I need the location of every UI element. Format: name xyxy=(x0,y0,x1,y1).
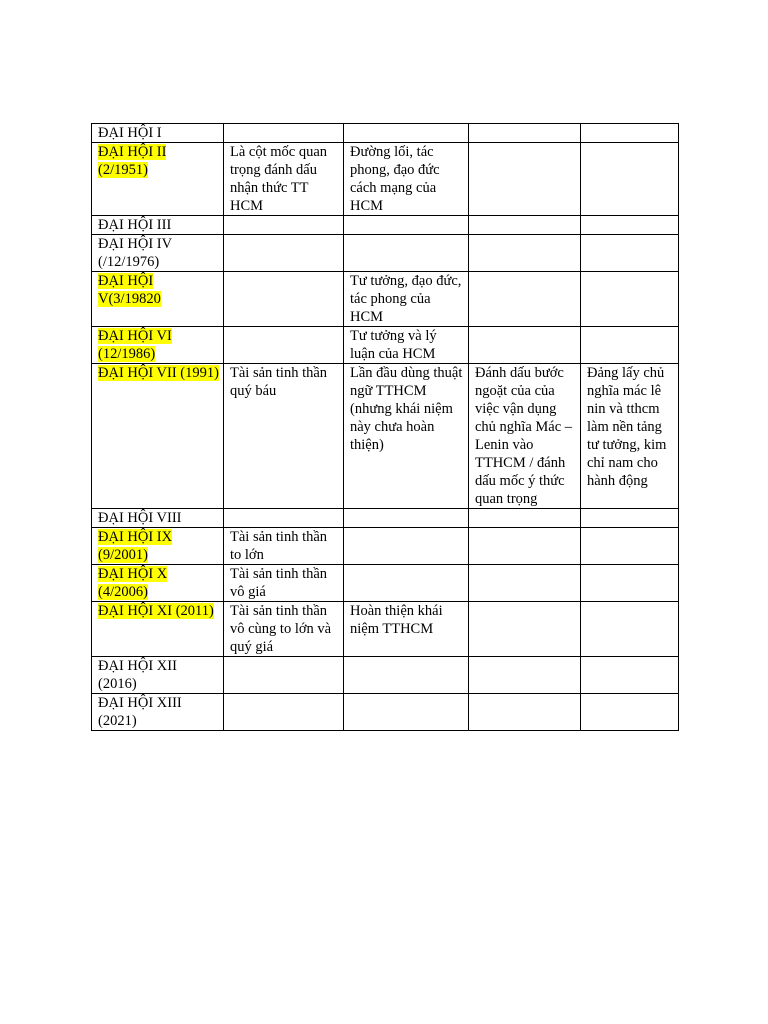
table-cell: Là cột mốc quan trọng đánh dấu nhận thức TT HCM xyxy=(224,143,344,216)
table-row xyxy=(92,327,679,364)
table-cell xyxy=(581,143,679,216)
table-cell xyxy=(469,124,581,143)
table-cell xyxy=(469,509,581,528)
congress-name: ĐẠI HỘI VI (12/1986) xyxy=(98,328,172,362)
congress-name-cell xyxy=(92,565,224,602)
table-cell xyxy=(224,124,344,143)
table-row xyxy=(92,528,679,565)
congress-name: ĐẠI HỘI V(3/19820 xyxy=(98,273,161,307)
table-cell xyxy=(224,694,344,731)
congress-name-cell xyxy=(92,327,224,364)
table-row xyxy=(92,694,679,731)
table-cell xyxy=(581,272,679,327)
congress-name: ĐẠI HỘI XIII (2021) xyxy=(98,695,182,729)
table-cell xyxy=(581,657,679,694)
table-cell: Tài sản tinh thần to lớn xyxy=(224,528,344,565)
table-cell xyxy=(581,216,679,235)
table-cell: Lần đầu dùng thuật ngữ TTHCM (nhưng khái niệm này chưa hoàn thiện) xyxy=(344,364,469,509)
table-cell: Đảng lấy chủ nghĩa mác lê nin và tthcm làm nền tảng tư tưởng, kim chỉ nam cho hành động xyxy=(581,364,679,509)
table-cell: Tài sản tinh thần vô giá xyxy=(224,565,344,602)
table-row xyxy=(92,124,679,143)
table-cell xyxy=(344,528,469,565)
congress-name-cell xyxy=(92,124,224,143)
table-cell: Tư tưởng, đạo đức, tác phong của HCM xyxy=(344,272,469,327)
table-cell: Hoàn thiện khái niệm TTHCM xyxy=(344,602,469,657)
table-cell xyxy=(581,528,679,565)
congress-name-cell xyxy=(92,694,224,731)
congress-name-cell xyxy=(92,657,224,694)
table-cell xyxy=(581,694,679,731)
congress-name: ĐẠI HỘI XI (2011) xyxy=(98,603,214,619)
table-cell xyxy=(469,565,581,602)
table-cell: Tài sản tinh thần vô cùng to lớn và quý giá xyxy=(224,602,344,657)
table-cell: Tài sản tinh thần quý báu xyxy=(224,364,344,509)
table-cell xyxy=(224,657,344,694)
table-cell xyxy=(581,124,679,143)
congress-name: ĐẠI HỘI IV (/12/1976) xyxy=(98,236,172,270)
table-cell xyxy=(224,509,344,528)
table-row xyxy=(92,602,679,657)
congress-name-cell xyxy=(92,272,224,327)
table-cell xyxy=(344,124,469,143)
table-cell xyxy=(469,327,581,364)
table-cell: Tư tưởng và lý luận của HCM xyxy=(344,327,469,364)
table-cell xyxy=(469,602,581,657)
table-cell xyxy=(469,235,581,272)
table-cell xyxy=(469,528,581,565)
table-cell xyxy=(581,509,679,528)
table-row xyxy=(92,272,679,327)
congress-name: ĐẠI HỘI VII (1991) xyxy=(98,365,219,381)
table-cell xyxy=(344,694,469,731)
table-cell xyxy=(224,272,344,327)
table-cell: Đánh dấu bước ngoặt của của việc vận dụng chủ nghĩa Mác – Lenin vào TTHCM / đánh dấu mốc ý thức quan trọng xyxy=(469,364,581,509)
table-cell: Đường lối, tác phong, đạo đức cách mạng của HCM xyxy=(344,143,469,216)
table-cell xyxy=(581,602,679,657)
table-row xyxy=(92,143,679,216)
table-cell xyxy=(344,565,469,602)
table-row xyxy=(92,235,679,272)
table-cell xyxy=(469,657,581,694)
congress-name: ĐẠI HỘI VIII xyxy=(98,510,182,526)
congress-name: ĐẠI HỘI I xyxy=(98,125,162,141)
table-cell xyxy=(344,509,469,528)
table-row xyxy=(92,565,679,602)
congress-name-cell xyxy=(92,364,224,509)
table-cell xyxy=(581,565,679,602)
table-cell xyxy=(581,327,679,364)
table-cell xyxy=(469,272,581,327)
table-row xyxy=(92,216,679,235)
congress-name-cell xyxy=(92,235,224,272)
congress-name-cell xyxy=(92,143,224,216)
table-cell xyxy=(344,235,469,272)
congress-name-cell xyxy=(92,509,224,528)
congress-table xyxy=(91,123,679,731)
congress-name-cell xyxy=(92,216,224,235)
table-cell xyxy=(344,657,469,694)
congress-name-cell xyxy=(92,602,224,657)
table-cell xyxy=(469,694,581,731)
congress-name: ĐẠI HỘI X (4/2006) xyxy=(98,566,168,600)
table-row xyxy=(92,509,679,528)
congress-name: ĐẠI HỘI IX (9/2001) xyxy=(98,529,173,563)
congress-name: ĐẠI HỘI II (2/1951) xyxy=(98,144,167,178)
table-cell xyxy=(224,216,344,235)
congress-name: ĐẠI HỘI III xyxy=(98,217,172,233)
table-cell xyxy=(224,327,344,364)
table-cell xyxy=(469,216,581,235)
congress-name-cell xyxy=(92,528,224,565)
table-cell xyxy=(469,143,581,216)
congress-name: ĐẠI HỘI XII (2016) xyxy=(98,658,177,692)
table-row xyxy=(92,657,679,694)
table-cell xyxy=(344,216,469,235)
table-row xyxy=(92,364,679,509)
table-cell xyxy=(224,235,344,272)
table-cell xyxy=(581,235,679,272)
